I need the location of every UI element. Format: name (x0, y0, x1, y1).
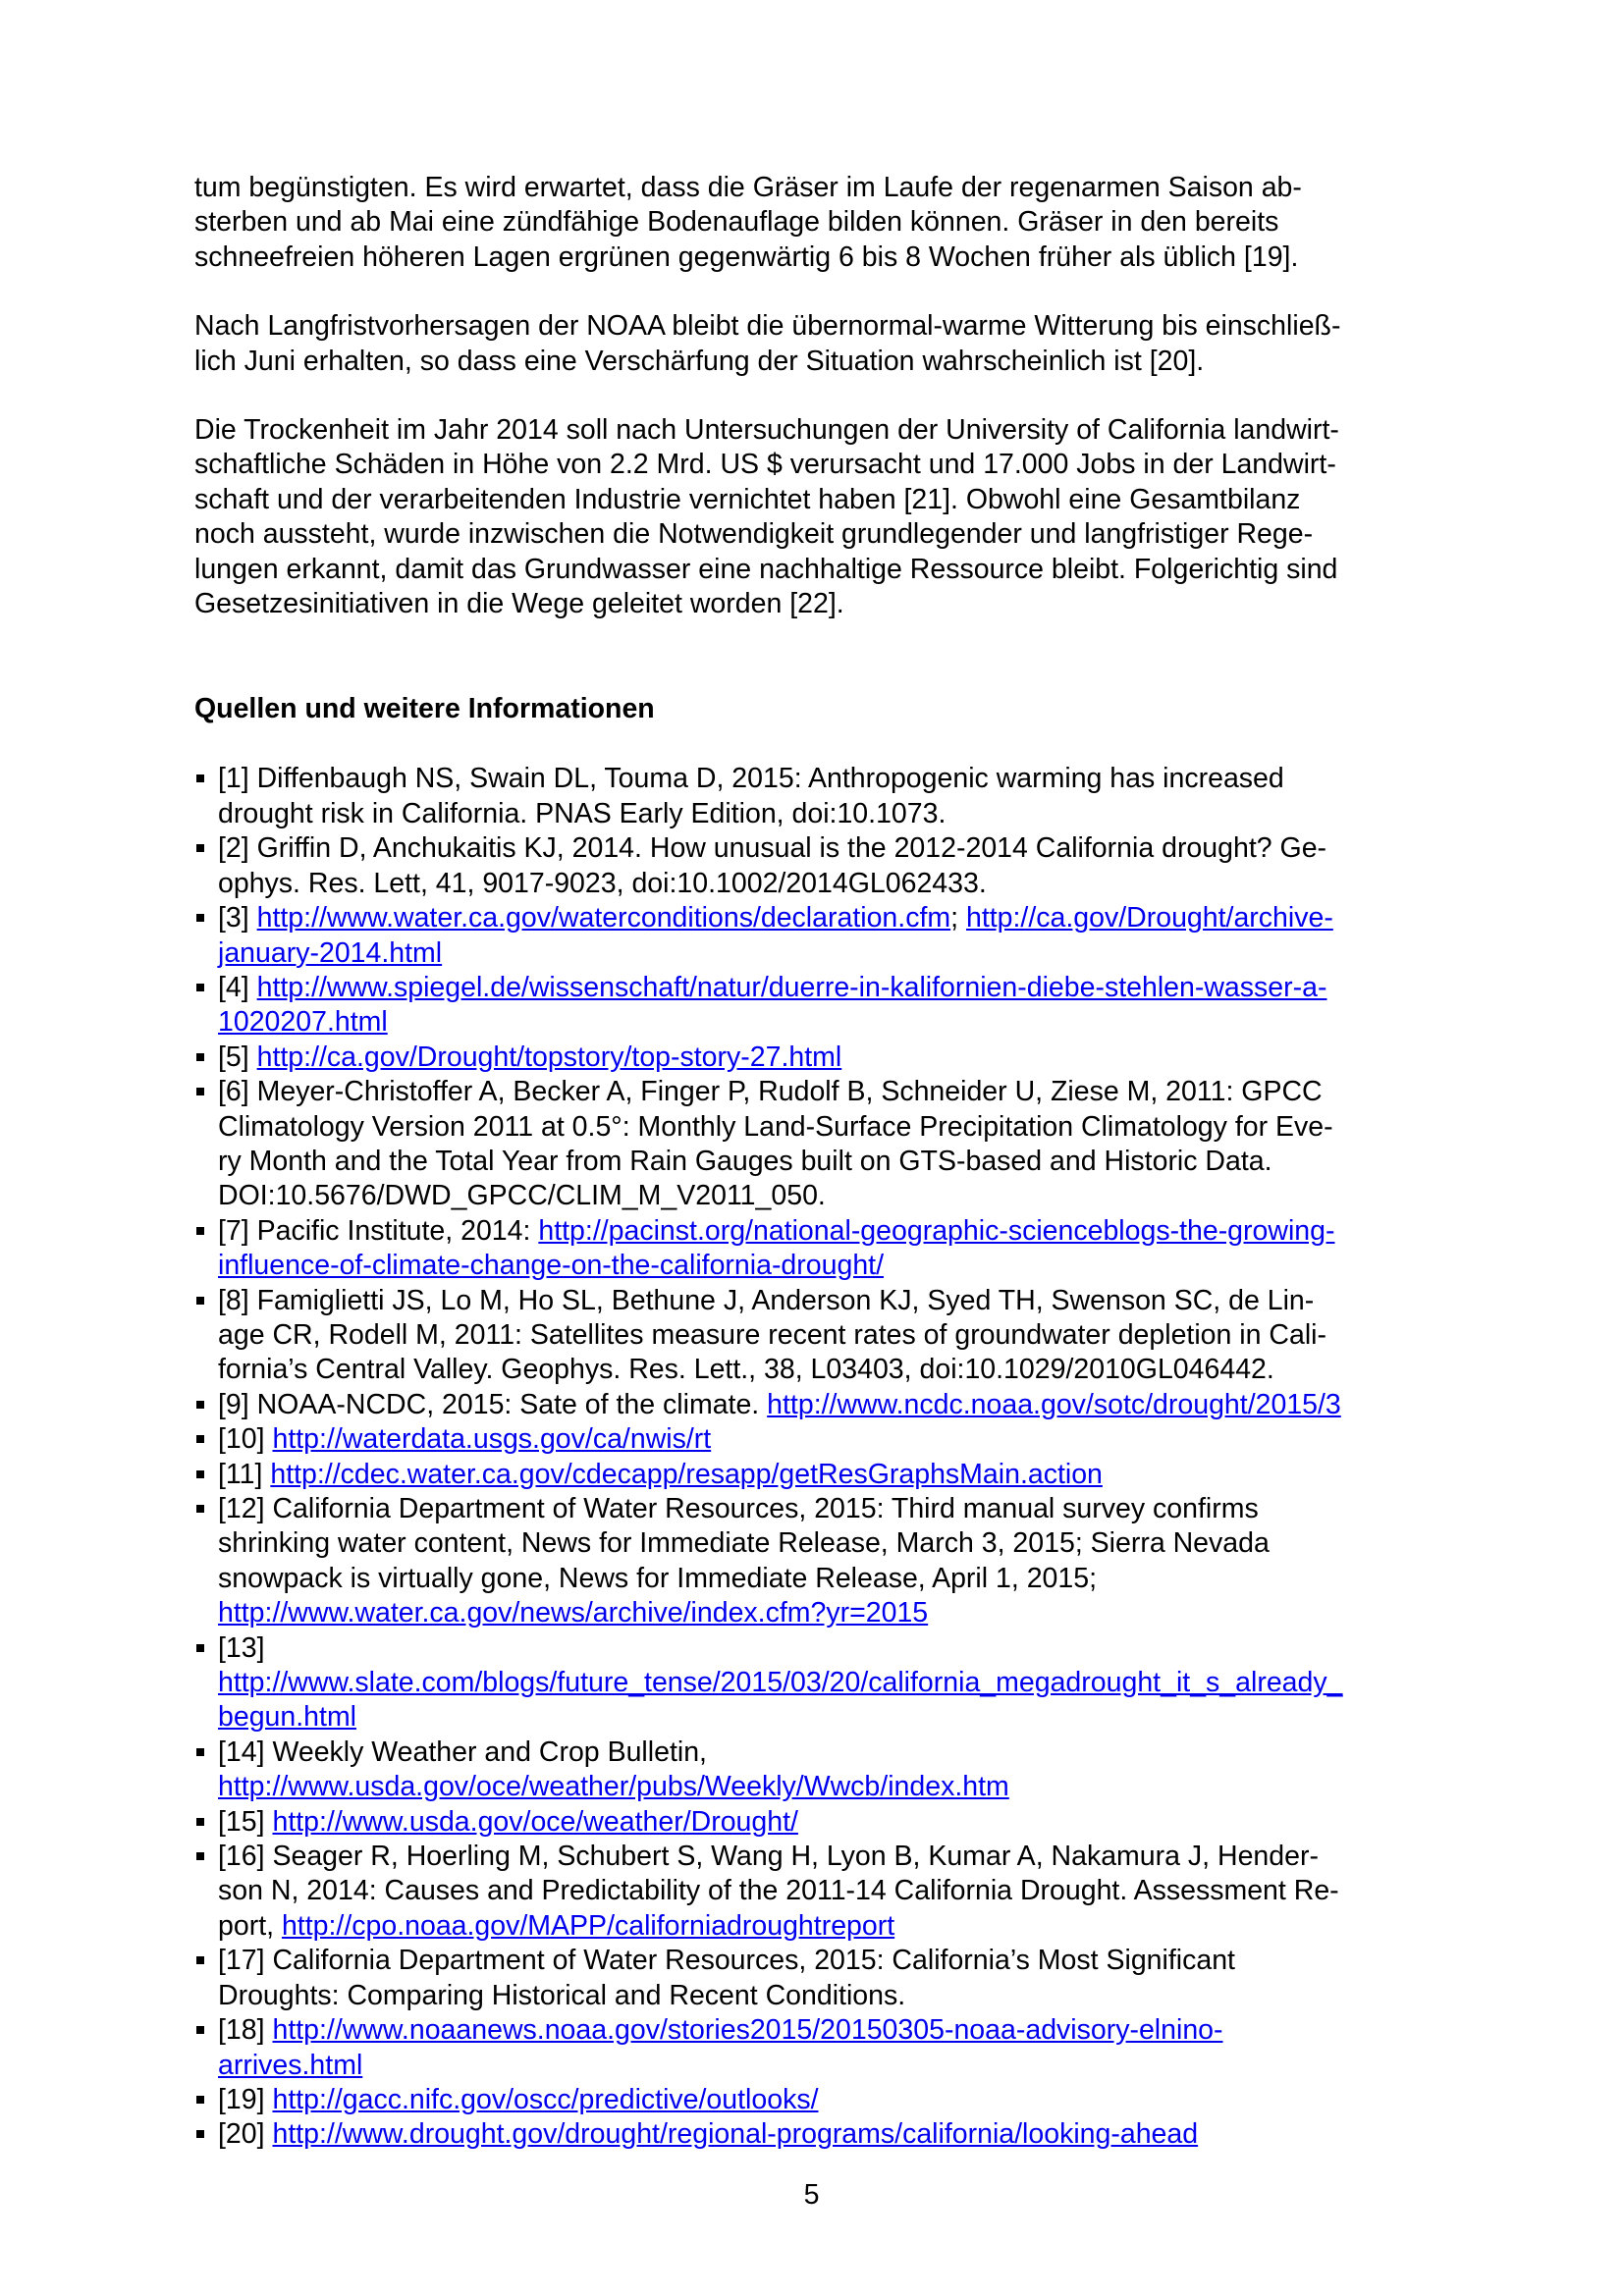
reference-text: [20] (218, 2118, 273, 2151)
reference-item (194, 1284, 1441, 1388)
bullet-icon (196, 1227, 204, 1235)
reference-text: [19] (218, 2083, 273, 2115)
reference-link[interactable]: http://www.usda.gov/oce/weather/Drought/ (272, 1805, 798, 1838)
reference-item (194, 1214, 1441, 1284)
reference-text: [12] California Department of Water Resources, 2015: Third manual survey confirms shrinking water content, News for Immediate Release, March 3, 2015; Sierra Nevada snowpack is virtually gone, News for Immediate Release, April 1, 2015; (218, 1493, 1270, 1594)
reference-link[interactable]: http://www.water.ca.gov/news/archive/index.cfm?yr=2015 (218, 1597, 929, 1629)
reference-item (194, 1075, 1441, 1214)
reference-link[interactable]: http://ca.gov/Drought/topstory/top-story-27.html (256, 1041, 842, 1073)
reference-item (194, 831, 1441, 901)
sources-heading: Quellen und weitere Informationen (194, 693, 655, 725)
reference-link[interactable]: http://www.noaanews.noaa.gov/stories2015/20150305-noaa-advisory-elnino- arrives.html (218, 2014, 1223, 2081)
reference-item (194, 762, 1441, 831)
body-paragraph-1: tum begünstigten. Es wird erwartet, dass die Gräser im Laufe der regenarmen Saison ab- sterben und ab Mai eine zündfähige Bodenauflage bilden können. Gräser in den bereits schneefreien höheren Lagen ergrünen gegenwärtig 6 bis 8 Wochen früher als üblich [19]. (194, 172, 1302, 273)
reference-link[interactable]: http://www.slate.com/blogs/future_tense/2015/03/20/california_megadrought_it_s_already_ begun.html (218, 1667, 1343, 1734)
reference-text: [4] (218, 971, 257, 1003)
reference-item (194, 1388, 1441, 1422)
bullet-icon (196, 2026, 204, 2034)
bullet-icon (196, 984, 204, 991)
reference-link[interactable]: http://waterdata.usgs.gov/ca/nwis/rt (272, 1423, 712, 1456)
reference-text: [18] (218, 2014, 273, 2047)
reference-link[interactable]: http://cdec.water.ca.gov/cdecapp/resapp/getResGraphsMain.action (270, 1458, 1103, 1490)
reference-link[interactable]: http://www.water.ca.gov/waterconditions/declaration.cfm (256, 902, 951, 934)
body-paragraph-3: Die Trockenheit im Jahr 2014 soll nach Untersuchungen der University of California landwirt- schaftliche Schäden in Höhe von 2.2 Mrd. US $ verursacht und 17.000 Jobs in der Landwirt- schaft und der verarbeitenden Industrie vernichtet haben [21]. Obwohl eine Gesamtbilanz noch aussteht, wurde inzwischen die Notwendigkeit grundlegender und langfristiger Rege- lungen erkannt, damit das Grundwasser eine nachhaltige Ressource bleibt. Folgerichtig sind Gesetzesinitiativen in die Wege geleitet worden [22]. (194, 414, 1339, 620)
bullet-icon (196, 2096, 204, 2104)
reference-item (194, 1492, 1441, 1631)
reference-text: [17] California Department of Water Resources, 2015: California’s Most Significant Droughts: Comparing Historical and Recent Conditions. (218, 1945, 1235, 2011)
reference-text: [6] Meyer-Christoffer A, Becker A, Finger P, Rudolf B, Schneider U, Ziese M, 2011: GPCC Climatology Version 2011 at 0.5°: Monthly Land-Surface Precipitation Climatology for Eve- ry Month and the Total Year from Rain Gauges built on GTS-based and Historic Data. DOI:10.5676/DWD_GPCC/CLIM_M_V2011_050. (218, 1076, 1333, 1212)
bullet-icon (196, 1852, 204, 1860)
reference-link[interactable]: http://ca.gov/Drought/archive- january-2014.html (218, 902, 1333, 969)
reference-item (194, 1458, 1441, 1492)
reference-item (194, 1840, 1441, 1944)
reference-item (194, 901, 1441, 971)
reference-text: [13] (218, 1631, 265, 1664)
bullet-icon (196, 1748, 204, 1756)
bullet-icon (196, 1088, 204, 1095)
reference-text: [14] Weekly Weather and Crop Bulletin, (218, 1735, 707, 1768)
reference-link[interactable]: http://gacc.nifc.gov/oscc/predictive/outlooks/ (272, 2083, 819, 2115)
reference-item (194, 1631, 1441, 1735)
reference-item (194, 1735, 1441, 1805)
reference-item (194, 2013, 1441, 2083)
reference-text: [2] Griffin D, Anchukaitis KJ, 2014. How unusual is the 2012-2014 California drought? Ge- ophys. Res. Lett, 41, 9017-9023, doi:10.1002/2014GL062433. (218, 832, 1327, 899)
reference-link[interactable]: http://cpo.noaa.gov/MAPP/californiadroughtreport (281, 1909, 895, 1942)
page-number: 5 (803, 2179, 820, 2211)
reference-link[interactable]: http://www.ncdc.noaa.gov/sotc/drought/2015/3 (767, 1388, 1341, 1420)
reference-text: [5] (218, 1041, 257, 1073)
reference-text: [9] NOAA-NCDC, 2015: Sate of the climate. (218, 1388, 768, 1420)
reference-item (194, 1041, 1441, 1075)
reference-text: [3] (218, 902, 257, 934)
bullet-icon (196, 2130, 204, 2138)
bullet-icon (196, 1053, 204, 1061)
bullet-icon (196, 914, 204, 922)
reference-text: [1] Diffenbaugh NS, Swain DL, Touma D, 2015: Anthropogenic warming has increased drought risk in California. PNAS Early Edition, doi:10.1073. (218, 763, 1284, 829)
reference-text: [16] Seager R, Hoerling M, Schubert S, Wang H, Lyon B, Kumar A, Nakamura J, Hender- son N, 2014: Causes and Predictability of the 2011-14 California Drought. Assessment Re- port, (218, 1841, 1339, 1942)
reference-item (194, 1805, 1441, 1840)
reference-item (194, 2117, 1441, 2152)
reference-text: [8] Famiglietti JS, Lo M, Ho SL, Bethune J, Anderson KJ, Syed TH, Swenson SC, de Lin- age CR, Rodell M, 2011: Satellites measure recent rates of groundwater depletion in Cali- fornia’s Central Valley. Geophys. Res. Lett., 38, L03403, doi:10.1029/2010GL046442. (218, 1284, 1326, 1386)
bullet-icon (196, 1956, 204, 1964)
reference-text: [15] (218, 1805, 273, 1838)
bullet-icon (196, 1505, 204, 1513)
reference-text: [11] (218, 1458, 271, 1490)
bullet-icon (196, 1401, 204, 1409)
bullet-icon (196, 1470, 204, 1478)
bullet-icon (196, 844, 204, 852)
reference-text: ; (950, 902, 966, 934)
bullet-icon (196, 1297, 204, 1305)
reference-item (194, 1944, 1441, 2013)
bullet-icon (196, 1644, 204, 1652)
reference-item (194, 2083, 1441, 2117)
document-page (194, 171, 1441, 2153)
bullet-icon (196, 1435, 204, 1443)
reference-link[interactable]: http://www.spiegel.de/wissenschaft/natur/duerre-in-kalifornien-diebe-stehlen-wasser-a- 1020207.html (218, 971, 1327, 1039)
bullet-icon (196, 774, 204, 782)
reference-text: [7] Pacific Institute, 2014: (218, 1214, 539, 1247)
reference-item (194, 1422, 1441, 1457)
reference-item (194, 971, 1441, 1041)
reference-list (194, 762, 1441, 2152)
reference-link[interactable]: http://pacinst.org/national-geographic-scienceblogs-the-growing- influence-of-climate-change-on-the-california-drought/ (218, 1214, 1335, 1282)
reference-link[interactable]: http://www.usda.gov/oce/weather/pubs/Weekly/Wwcb/index.htm (218, 1771, 1009, 1803)
bullet-icon (196, 1818, 204, 1826)
reference-text: [10] (218, 1423, 273, 1456)
reference-link[interactable]: http://www.drought.gov/drought/regional-programs/california/looking-ahead (272, 2118, 1199, 2151)
body-paragraph-2: Nach Langfristvorhersagen der NOAA bleibt die übernormal-warme Witterung bis einschließ- lich Juni erhalten, so dass eine Verschärfung der Situation wahrscheinlich ist [20]. (194, 310, 1341, 377)
